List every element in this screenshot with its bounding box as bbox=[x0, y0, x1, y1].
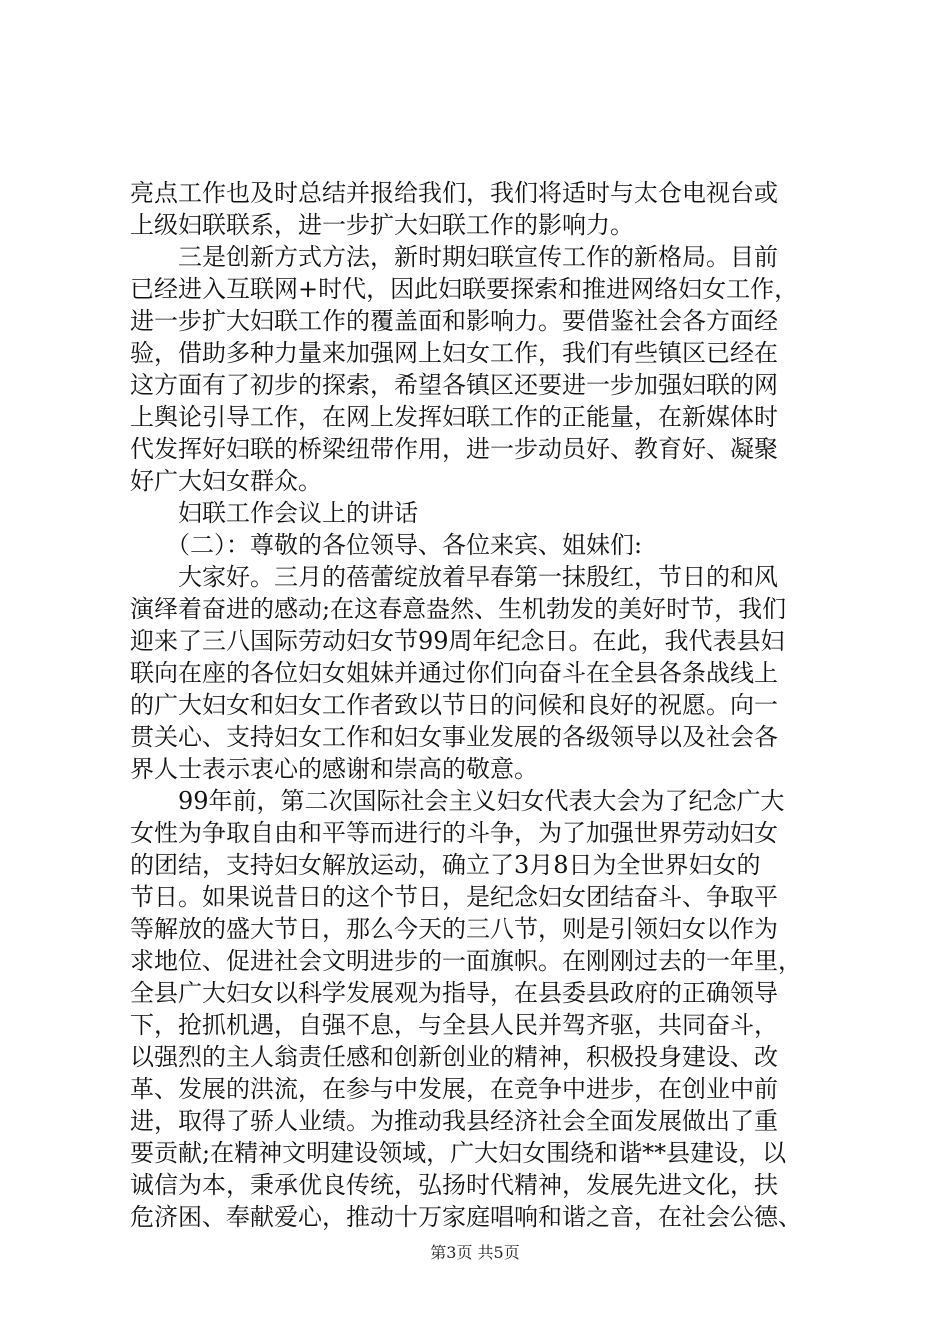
text-line: 进一步扩大妇联工作的覆盖面和影响力。要借鉴社会各方面经 bbox=[130, 307, 778, 335]
text-line: 联向在座的各位妇女姐妹并通过你们向奋斗在全县各条战线上 bbox=[130, 659, 778, 687]
text-line: 大家好。三月的蓓蕾绽放着早春第一抹殷红，节日的和风 bbox=[178, 563, 778, 591]
text-line: 三是创新方式方法，新时期妇联宣传工作的新格局。目前 bbox=[178, 243, 778, 271]
text-line: 迎来了三八国际劳动妇女节99周年纪念日。在此，我代表县妇 bbox=[130, 627, 785, 655]
text-line: 诚信为本，秉承优良传统，弘扬时代精神，发展先进文化，扶 bbox=[130, 1171, 778, 1199]
text-line: 这方面有了初步的探索，希望各镇区还要进一步加强妇联的网 bbox=[130, 371, 778, 399]
salutation-line: （二）：尊敬的各位领导、各位来宾、姐妹们: bbox=[166, 531, 643, 559]
text-line: 全县广大妇女以科学发展观为指导，在县委县政府的正确领导 bbox=[130, 979, 778, 1007]
text-line: 求地位、促进社会文明进步的一面旗帜。在刚刚过去的一年里， bbox=[130, 947, 802, 975]
text-line: 99年前，第二次国际社会主义妇女代表大会为了纪念广大 bbox=[178, 787, 785, 815]
text-line: 节日。如果说昔日的这个节日，是纪念妇女团结奋斗、争取平 bbox=[130, 883, 778, 911]
text-line: 好广大妇女群众。 bbox=[130, 467, 322, 495]
section-heading: 妇联工作会议上的讲话 bbox=[178, 499, 418, 527]
text-line: 危济困、奉献爱心，推动十万家庭唱响和谐之音，在社会公德、 bbox=[130, 1203, 802, 1231]
text-line: 以强烈的主人翁责任感和创新创业的精神，积极投身建设、改 bbox=[130, 1043, 778, 1071]
text-line: 验，借助多种力量来加强网上妇女工作，我们有些镇区已经在 bbox=[130, 339, 778, 367]
text-line: 革、发展的洪流，在参与中发展，在竞争中进步，在创业中前 bbox=[130, 1075, 778, 1103]
text-line: 进，取得了骄人业绩。为推动我县经济社会全面发展做出了重 bbox=[130, 1107, 778, 1135]
text-line: 已经进入互联网+时代，因此妇联要探索和推进网络妇女工作， bbox=[130, 275, 799, 303]
text-line: 等解放的盛大节日，那么今天的三八节，则是引领妇女以作为 bbox=[130, 915, 778, 943]
text-line: 贯关心、支持妇女工作和妇女事业发展的各级领导以及社会各 bbox=[130, 723, 778, 751]
text-line: 演绎着奋进的感动;在这春意盎然、生机勃发的美好时节，我们 bbox=[130, 595, 787, 623]
text-line: 上舆论引导工作，在网上发挥妇联工作的正能量，在新媒体时 bbox=[130, 403, 778, 431]
text-line: 下，抢抓机遇，自强不息，与全县人民并驾齐驱，共同奋斗， bbox=[130, 1011, 778, 1039]
text-line: 的团结，支持妇女解放运动，确立了3月8日为全世界妇女的 bbox=[130, 851, 761, 879]
text-line: 要贡献;在精神文明建设领域，广大妇女围绕和谐**县建设，以 bbox=[130, 1139, 787, 1167]
text-line: 上级妇联联系，进一步扩大妇联工作的影响力。 bbox=[130, 211, 634, 239]
page-number-footer: 第3页 共5页 bbox=[430, 1243, 520, 1262]
text-line: 界人士表示衷心的感谢和崇高的敬意。 bbox=[130, 755, 538, 783]
text-line: 女性为争取自由和平等而进行的斗争，为了加强世界劳动妇女 bbox=[130, 819, 778, 847]
text-line: 代发挥好妇联的桥梁纽带作用，进一步动员好、教育好、凝聚 bbox=[130, 435, 778, 463]
text-line: 的广大妇女和妇女工作者致以节日的问候和良好的祝愿。向一 bbox=[130, 691, 778, 719]
text-line: 亮点工作也及时总结并报给我们，我们将适时与太仓电视台或 bbox=[130, 179, 778, 207]
